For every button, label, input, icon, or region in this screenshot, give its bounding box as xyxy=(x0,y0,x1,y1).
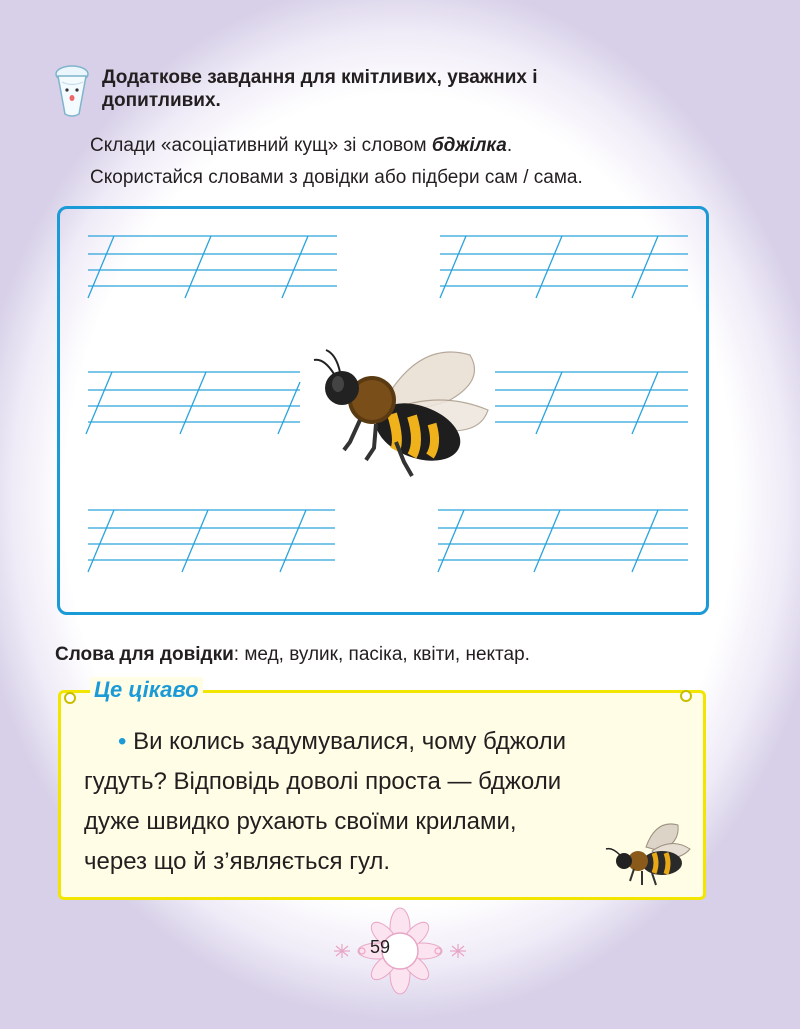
task-instruction: Склади «асоціативний кущ» зі словом бджілка. xyxy=(90,135,513,156)
info-box-text: • Ви колись задумувалися, чому бджоли гудуть? Відповідь доволі проста — бджоли дуже швидко рухають своїми крилами, через що й з’являється гул. xyxy=(84,728,566,875)
info-box-title: Це цікаво xyxy=(90,677,203,703)
page-number-flower xyxy=(320,906,480,996)
task-title: Додаткове завдання для кмітливих, уважних і допитливих. xyxy=(102,67,538,111)
small-bee-icon xyxy=(600,817,696,889)
task-hint: Скористайся словами з довідки або підбери сам / сама. xyxy=(90,167,583,188)
keyword: бджілка xyxy=(431,135,507,156)
reference-words: Слова для довідки: мед, вулик, пасіка, квіти, нектар. xyxy=(55,644,530,665)
bullet: • xyxy=(118,728,127,755)
decor-dot-right xyxy=(680,690,692,702)
page-number: 59 xyxy=(369,937,391,957)
bee-icon xyxy=(300,330,500,500)
decor-dot-left xyxy=(64,692,76,704)
